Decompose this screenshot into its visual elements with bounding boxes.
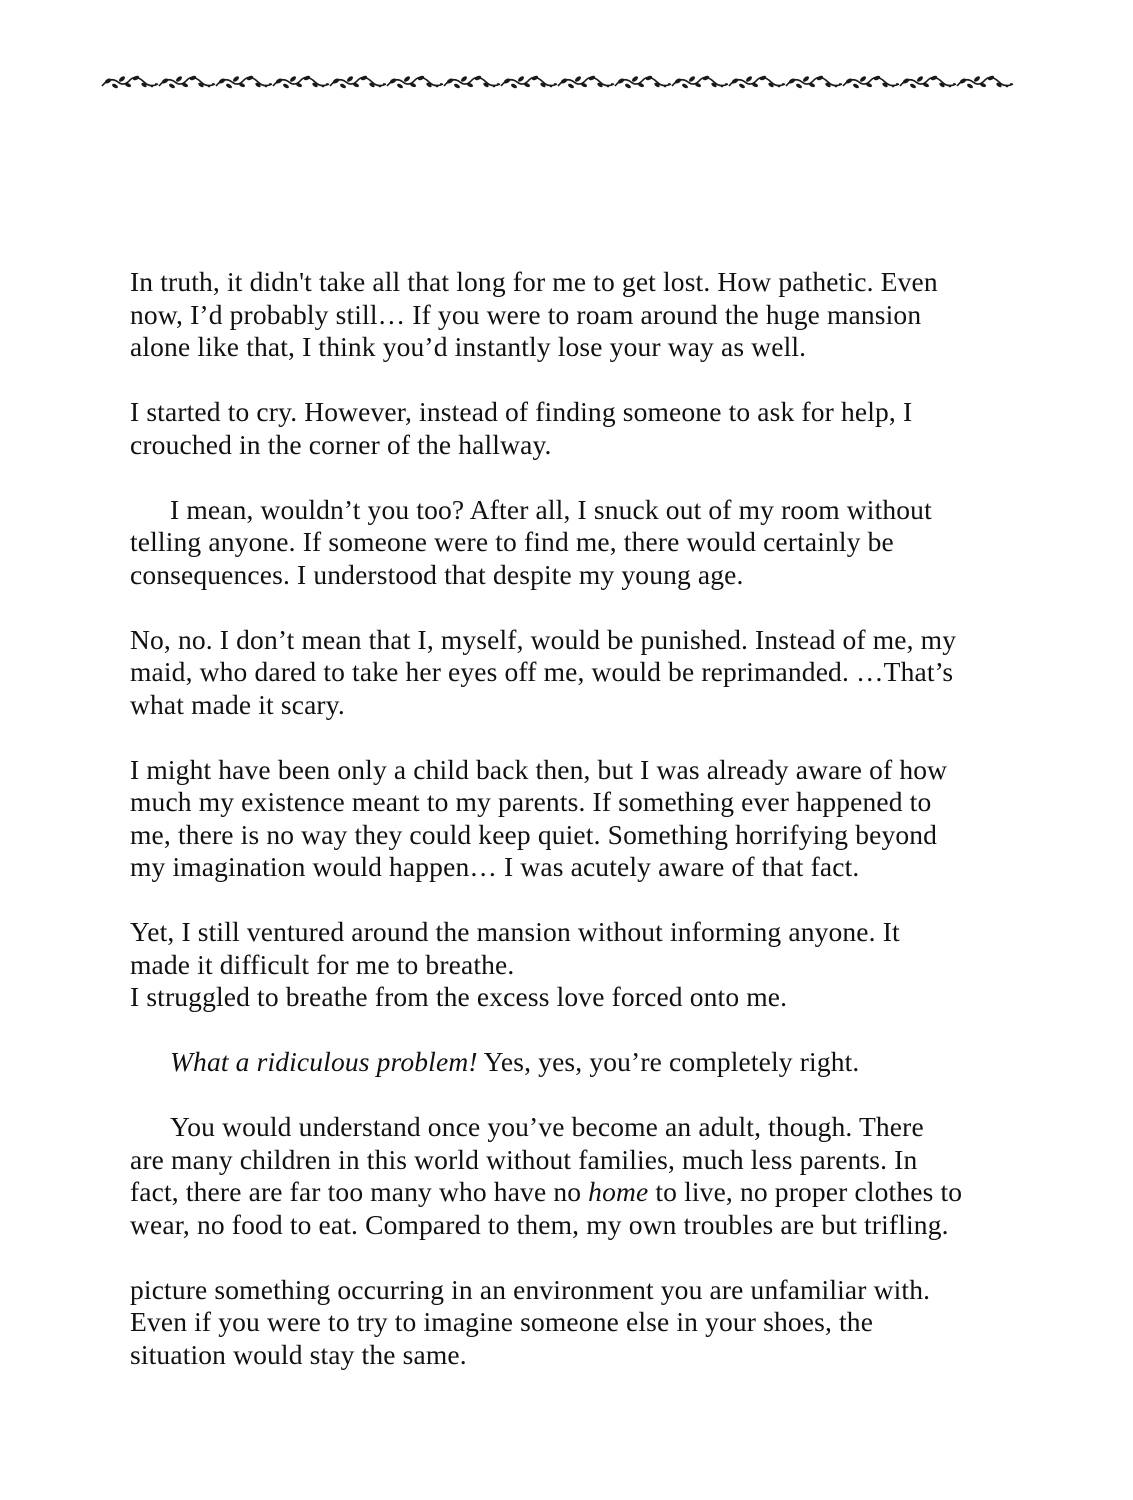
text-line: made it difficult for me to breathe. bbox=[130, 948, 515, 980]
italic-word: home bbox=[588, 1176, 649, 1207]
text-line: telling anyone. If someone were to find me, there would certainly be bbox=[130, 526, 894, 557]
text-line: much my existence meant to my parents. If something ever happened to bbox=[130, 786, 932, 817]
paragraph-6 bbox=[130, 916, 1040, 1014]
paragraph-8 bbox=[130, 1111, 1040, 1241]
text-line: You would understand once you’ve become an adult, though. There bbox=[170, 1111, 924, 1142]
text-line: I struggled to breathe from the excess love forced onto me. bbox=[130, 981, 788, 1012]
text-run: fact, there are far too many who have no bbox=[130, 1176, 589, 1207]
story-text bbox=[130, 266, 1040, 1404]
text-line: what made it scary. bbox=[130, 688, 345, 720]
text-line: crouched in the corner of the hallway. bbox=[130, 428, 552, 460]
paragraph-4 bbox=[130, 624, 1040, 722]
text-line: No, no. I don’t mean that I, myself, would be punished. Instead of me, my bbox=[130, 623, 957, 655]
paragraph-9 bbox=[130, 1274, 1040, 1372]
paragraph-3 bbox=[130, 494, 1040, 592]
italic-phrase: What a ridiculous problem! bbox=[170, 1046, 478, 1077]
text-line: situation would stay the same. bbox=[130, 1338, 467, 1370]
text-line: are many children in this world without families, much less parents. In bbox=[130, 1143, 918, 1175]
text-line: I started to cry. However, instead of finding someone to ask for help, I bbox=[130, 396, 913, 427]
text-line: alone like that, I think you’d instantly lose your way as well. bbox=[130, 331, 807, 362]
paragraph-7 bbox=[130, 1046, 1040, 1079]
paragraph-2 bbox=[130, 396, 1040, 461]
text-line: Even if you were to try to imagine someone else in your shoes, the bbox=[130, 1306, 874, 1337]
text-line: Yet, I still ventured around the mansion without informing anyone. It bbox=[130, 916, 900, 947]
text-line: In truth, it didn't take all that long for me to get lost. How pathetic. Even bbox=[130, 266, 938, 297]
text-line: consequences. I understood that despite my young age. bbox=[130, 558, 744, 590]
text-line: I might have been only a child back then, but I was already aware of how bbox=[130, 753, 948, 785]
text-line: I mean, wouldn’t you too? After all, I snuck out of my room without bbox=[170, 493, 932, 525]
text-run: to live, no proper clothes to bbox=[648, 1176, 963, 1207]
text-line: picture something occurring in an environment you are unfamiliar with. bbox=[130, 1273, 931, 1305]
text-line: now, I’d probably still… If you were to roam around the huge mansion bbox=[130, 298, 922, 330]
text-line: my imagination would happen… I was acutely aware of that fact. bbox=[130, 851, 860, 882]
vine-border-ornament-icon bbox=[100, 72, 1015, 94]
text-line: me, there is no way they could keep quiet. Something horrifying beyond bbox=[130, 818, 938, 850]
text-line: wear, no food to eat. Compared to them, my own troubles are but trifling. bbox=[130, 1208, 949, 1240]
text-line: maid, who dared to take her eyes off me, would be reprimanded. …That’s bbox=[130, 656, 954, 687]
paragraph-1 bbox=[130, 266, 1040, 364]
text-run: Yes, yes, you’re completely right. bbox=[477, 1046, 860, 1077]
paragraph-5 bbox=[130, 754, 1040, 884]
